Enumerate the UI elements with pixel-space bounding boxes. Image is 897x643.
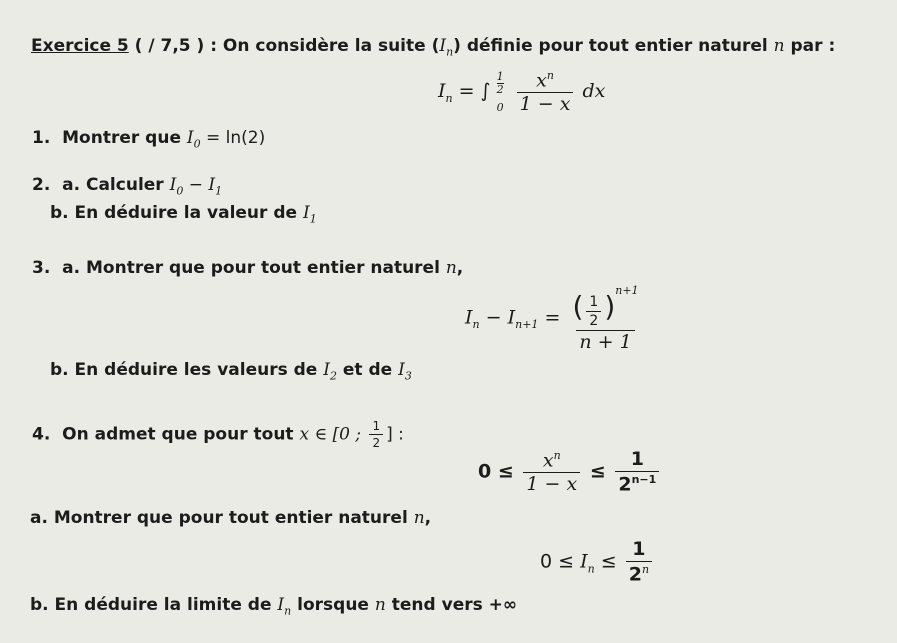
question-4: 4. On admet que pour tout x ∈ [0 ; $\frac{1}{2}$ ] : [32,419,404,450]
exercise-title: Exercice 5 [31,36,129,56]
inequality-1: 0 ≤ $\frac{x^n}{1 - x}$ ≤ $\frac{1}{2^{n-1}}$ [478,450,662,494]
inequality-2: $0 \le I_n$ ≤ $\frac{1}{2^n}$ [540,540,655,584]
question-2a: 2. a. Calculer $I_0 - I_1$ [32,175,223,198]
question-3a: 3. a. Montrer que pour tout entier naturel n, [32,258,464,278]
question-1: 1. Montrer que $I_0 = \ln(2)$ [32,128,266,151]
definition-formula: $I_n$ = ∫ $\frac{1}{2}$ 0 $\frac{x^n}{1 - x}$ dx [438,69,606,116]
recurrence-formula: $I_n - I_{n+1}$ = ( $\frac{1}{2}$ )$^{n+1}$ n + 1 [465,284,639,353]
exercise-header: Exercice 5 ( / 7,5 ) : On considère la suite $(I_n)$ définie pour tout entier naturel n par : [31,36,836,59]
question-4b: b. En déduire la limite de $I_n$ lorsque n tend vers +∞ [30,595,518,618]
question-2b: b. En déduire la valeur de $I_1$ [50,203,317,226]
exercise-points: ( / 7,5 ) [134,36,205,56]
question-4a: a. Montrer que pour tout entier naturel n, [30,508,432,528]
question-3b: b. En déduire les valeurs de $I_2$ et de $I_3$ [50,360,412,383]
